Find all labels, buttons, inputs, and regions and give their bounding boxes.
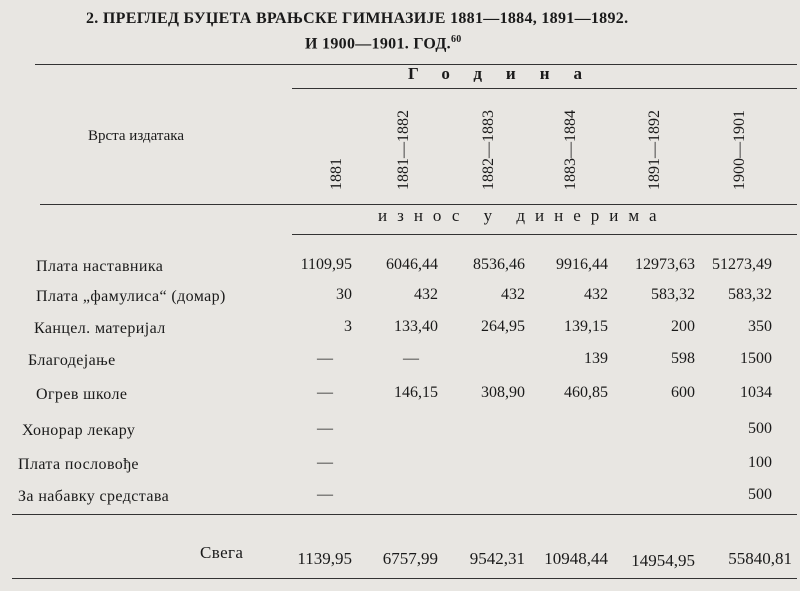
header-vrsta-izdataka: Врста издатака <box>88 128 185 144</box>
table-cell: 200 <box>671 318 695 335</box>
header-bottom-rule <box>40 204 797 205</box>
table-cell: 583,32 <box>728 286 772 303</box>
row-label: Плата пословође <box>18 456 139 473</box>
row-label: Канцел. материјал <box>34 320 166 337</box>
table-cell: 432 <box>584 286 608 303</box>
table-cell: 3 <box>344 318 352 335</box>
table-cell: 460,85 <box>564 384 608 401</box>
total-cell-4: 10948,44 <box>544 549 608 568</box>
table-title: 2. ПРЕГЛЕД БУЏЕТА ВРАЊСКЕ ГИМНАЗИЈЕ 1881—1884, 1891—1892. <box>86 10 629 27</box>
body-bottom-rule <box>12 514 797 515</box>
table-cell: 139,15 <box>564 318 608 335</box>
table-cell: 1500 <box>740 350 772 367</box>
year-header-3: 1882—1883 <box>480 110 497 190</box>
row-label: Хонорар лекару <box>22 422 136 439</box>
table-cell: — <box>317 454 333 471</box>
bottom-rule <box>12 578 797 579</box>
table-cell: 432 <box>501 286 525 303</box>
table-cell: — <box>317 350 333 367</box>
subheader-iznos: износ у динерима <box>378 206 667 225</box>
total-cell-3: 9542,31 <box>469 549 525 568</box>
subheader-rule <box>292 234 797 235</box>
year-header-1: 1881 <box>328 158 345 190</box>
table-cell: 308,90 <box>481 384 525 401</box>
total-label: Свега <box>200 543 244 562</box>
table-cell: 133,40 <box>394 318 438 335</box>
table-cell: 30 <box>336 286 352 303</box>
table-cell: 598 <box>671 350 695 367</box>
table-title-years: И 1900—1901. ГОД. <box>305 35 451 53</box>
table-cell: 1109,95 <box>300 256 352 273</box>
table-cell: 100 <box>748 454 772 471</box>
table-title-line2 <box>305 34 462 53</box>
year-header-6: 1900—1901 <box>731 110 748 190</box>
table-cell: 6046,44 <box>386 256 438 273</box>
table-cell: — <box>317 420 333 437</box>
table-cell: 264,95 <box>481 318 525 335</box>
header-godina: Година <box>408 64 607 83</box>
table-cell: 146,15 <box>394 384 438 401</box>
table-cell: 51273,49 <box>712 256 772 273</box>
table-cell: — <box>317 384 333 401</box>
row-label: Благодејање <box>28 352 116 369</box>
year-header-2: 1881—1882 <box>395 110 412 190</box>
table-cell: 500 <box>748 486 772 503</box>
table-cell: 9916,44 <box>556 256 608 273</box>
table-cell: 432 <box>414 286 438 303</box>
table-cell: — <box>403 350 419 367</box>
table-cell: 12973,63 <box>635 256 695 273</box>
row-label: Плата „фамулиса“ (домар) <box>36 288 226 305</box>
year-header-5: 1891—1892 <box>646 110 663 190</box>
table-cell: 139 <box>584 350 608 367</box>
total-cell-2: 6757,99 <box>382 549 438 568</box>
total-cell-6: 55840,81 <box>728 549 792 568</box>
table-cell: 8536,46 <box>473 256 525 273</box>
footnote-marker: 60 <box>450 34 462 45</box>
table-cell: 500 <box>748 420 772 437</box>
total-cell-5: 14954,95 <box>631 551 695 570</box>
table-cell: 583,32 <box>651 286 695 303</box>
year-header-4: 1883—1884 <box>562 110 579 190</box>
godina-rule <box>292 88 797 89</box>
total-cell-1: 1139,95 <box>297 549 352 568</box>
row-label: Плата наставника <box>36 258 164 275</box>
table-cell: 350 <box>748 318 772 335</box>
row-label: За набавку средстава <box>18 488 170 505</box>
table-cell: 1034 <box>740 384 772 401</box>
table-cell: — <box>317 486 333 503</box>
row-label: Огрев школе <box>36 386 128 403</box>
table-cell: 600 <box>671 384 695 401</box>
